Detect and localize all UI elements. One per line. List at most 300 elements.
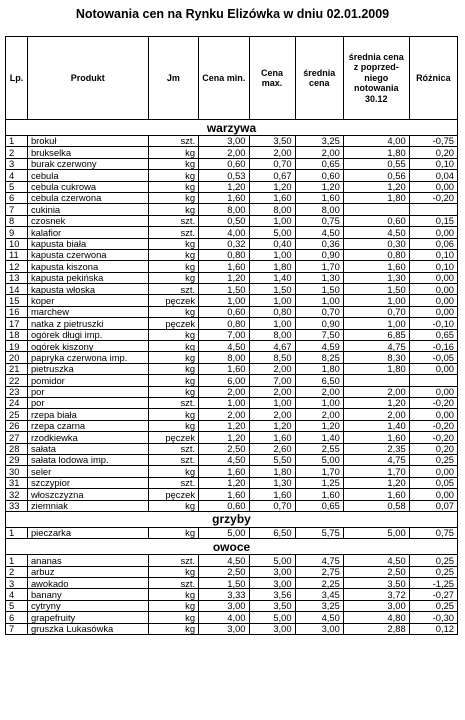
cell-difference: 0,20 (409, 443, 457, 454)
cell-average: 1,20 (295, 420, 343, 431)
cell-product: rzepa czarna (27, 420, 148, 431)
cell-unit: kg (148, 500, 198, 511)
cell-lp: 19 (6, 341, 28, 352)
cell-lp: 30 (6, 466, 28, 477)
cell-average: 4,75 (295, 555, 343, 566)
cell-unit: kg (148, 261, 198, 272)
cell-difference: 0,00 (409, 466, 457, 477)
cell-previous-average: 3,72 (343, 589, 409, 600)
cell-price-max: 2,00 (249, 409, 295, 420)
table-row (6, 204, 458, 215)
section-title: warzywa (6, 120, 458, 136)
cell-price-min: 7,00 (199, 329, 249, 340)
cell-lp: 23 (6, 386, 28, 397)
cell-price-max: 7,00 (249, 375, 295, 386)
cell-price-max: 1,80 (249, 261, 295, 272)
cell-difference: -0,20 (409, 397, 457, 408)
cell-price-min: 3,00 (199, 136, 249, 147)
cell-previous-average: 1,60 (343, 432, 409, 443)
price-table (5, 36, 458, 635)
cell-previous-average: 0,56 (343, 170, 409, 181)
cell-unit: pęczek (148, 489, 198, 500)
cell-difference (409, 204, 457, 215)
cell-average: 2,75 (295, 566, 343, 577)
table-row (6, 489, 458, 500)
cell-lp: 7 (6, 204, 28, 215)
cell-price-min: 2,50 (199, 566, 249, 577)
cell-previous-average: 2,88 (343, 623, 409, 634)
cell-lp: 11 (6, 249, 28, 260)
cell-difference: -0,27 (409, 589, 457, 600)
cell-price-max: 3,00 (249, 578, 295, 589)
cell-lp: 28 (6, 443, 28, 454)
cell-average: 1,80 (295, 363, 343, 374)
cell-average: 1,00 (295, 295, 343, 306)
cell-lp: 6 (6, 192, 28, 203)
cell-unit: kg (148, 420, 198, 431)
cell-difference: -0,05 (409, 352, 457, 363)
cell-product: ogórek długi imp. (27, 329, 148, 340)
cell-price-min: 2,50 (199, 443, 249, 454)
cell-difference: -0,20 (409, 420, 457, 431)
cell-lp: 1 (6, 136, 28, 147)
cell-average: 4,59 (295, 341, 343, 352)
cell-difference (409, 375, 457, 386)
section-title: owoce (6, 539, 458, 555)
cell-previous-average: 1,50 (343, 284, 409, 295)
cell-unit: kg (148, 386, 198, 397)
cell-product: seler (27, 466, 148, 477)
cell-previous-average: 1,00 (343, 295, 409, 306)
cell-difference: -0,10 (409, 318, 457, 329)
cell-unit: kg (148, 363, 198, 374)
cell-average: 1,70 (295, 261, 343, 272)
cell-average: 0,36 (295, 238, 343, 249)
cell-price-min: 1,60 (199, 192, 249, 203)
cell-unit: szt. (148, 284, 198, 295)
cell-price-max: 1,00 (249, 295, 295, 306)
cell-price-max: 1,60 (249, 432, 295, 443)
cell-difference: 0,04 (409, 170, 457, 181)
cell-product: arbuz (27, 566, 148, 577)
cell-previous-average: 0,80 (343, 249, 409, 260)
cell-previous-average: 1,60 (343, 489, 409, 500)
cell-unit: kg (148, 147, 198, 158)
cell-unit: szt. (148, 477, 198, 488)
cell-product: cukinia (27, 204, 148, 215)
cell-price-min: 2,00 (199, 147, 249, 158)
cell-difference: 0,05 (409, 477, 457, 488)
cell-average: 5,00 (295, 454, 343, 465)
cell-product: koper (27, 295, 148, 306)
cell-average: 2,55 (295, 443, 343, 454)
section-header-grzyby (6, 511, 458, 527)
cell-unit: kg (148, 352, 198, 363)
cell-previous-average: 0,70 (343, 306, 409, 317)
cell-average: 0,65 (295, 158, 343, 169)
cell-lp: 6 (6, 612, 28, 623)
cell-difference: 0,00 (409, 363, 457, 374)
cell-lp: 22 (6, 375, 28, 386)
cell-product: gruszka Lukasówka (27, 623, 148, 634)
table-row (6, 432, 458, 443)
cell-price-max: 2,60 (249, 443, 295, 454)
cell-price-min: 8,00 (199, 204, 249, 215)
cell-difference: 0,10 (409, 261, 457, 272)
cell-previous-average: 3,00 (343, 600, 409, 611)
cell-difference: 0,00 (409, 489, 457, 500)
cell-price-min: 4,50 (199, 341, 249, 352)
table-body (6, 120, 458, 635)
cell-previous-average: 2,35 (343, 443, 409, 454)
header-product: Produkt (27, 37, 148, 120)
header-row (6, 37, 458, 120)
cell-previous-average: 1,60 (343, 261, 409, 272)
table-row (6, 566, 458, 577)
cell-difference: -0,20 (409, 192, 457, 203)
cell-product: pietruszka (27, 363, 148, 374)
cell-product: sałata lodowa imp. (27, 454, 148, 465)
cell-price-min: 3,00 (199, 600, 249, 611)
cell-difference: 0,06 (409, 238, 457, 249)
cell-difference: 0,10 (409, 249, 457, 260)
cell-product: kapusta pekińska (27, 272, 148, 283)
cell-difference: 0,25 (409, 454, 457, 465)
cell-product: por (27, 397, 148, 408)
table-row (6, 192, 458, 203)
table-row (6, 363, 458, 374)
cell-average: 1,40 (295, 432, 343, 443)
cell-lp: 1 (6, 555, 28, 566)
cell-lp: 33 (6, 500, 28, 511)
cell-price-max: 0,80 (249, 306, 295, 317)
cell-price-max: 8,50 (249, 352, 295, 363)
cell-price-min: 1,20 (199, 181, 249, 192)
cell-lp: 17 (6, 318, 28, 329)
cell-difference: 0,75 (409, 527, 457, 538)
header-previous-average: średnia cena z poprzed-niego notowania 30.12 (343, 37, 409, 120)
cell-average: 0,90 (295, 318, 343, 329)
cell-unit: kg (148, 623, 198, 634)
header-difference: Różnica (409, 37, 457, 120)
cell-product: ogórek kiszony (27, 341, 148, 352)
cell-difference: 0,00 (409, 409, 457, 420)
cell-lp: 14 (6, 284, 28, 295)
cell-price-max: 1,00 (249, 249, 295, 260)
table-row (6, 409, 458, 420)
cell-unit: kg (148, 409, 198, 420)
cell-price-max: 6,50 (249, 527, 295, 538)
cell-previous-average: 1,20 (343, 477, 409, 488)
table-row (6, 249, 458, 260)
table-row (6, 443, 458, 454)
cell-previous-average: 2,00 (343, 386, 409, 397)
cell-product: włoszczyzna (27, 489, 148, 500)
cell-previous-average: 1,70 (343, 466, 409, 477)
cell-price-max: 2,00 (249, 147, 295, 158)
cell-average: 4,50 (295, 612, 343, 623)
cell-difference: -1,25 (409, 578, 457, 589)
cell-price-max: 4,67 (249, 341, 295, 352)
cell-price-max: 1,00 (249, 318, 295, 329)
cell-price-min: 1,50 (199, 284, 249, 295)
cell-product: kapusta czerwona (27, 249, 148, 260)
cell-product: czosnek (27, 215, 148, 226)
cell-price-min: 1,20 (199, 420, 249, 431)
cell-average: 2,25 (295, 578, 343, 589)
section-header-owoce (6, 539, 458, 555)
cell-average: 1,60 (295, 489, 343, 500)
table-row (6, 295, 458, 306)
cell-average: 3,25 (295, 136, 343, 147)
cell-price-max: 0,70 (249, 500, 295, 511)
cell-unit: kg (148, 238, 198, 249)
cell-previous-average: 4,50 (343, 555, 409, 566)
cell-price-min: 0,60 (199, 306, 249, 317)
cell-price-max: 3,00 (249, 566, 295, 577)
cell-previous-average: 0,60 (343, 215, 409, 226)
cell-difference: 0,00 (409, 306, 457, 317)
table-row (6, 500, 458, 511)
cell-difference: 0,15 (409, 215, 457, 226)
cell-lp: 26 (6, 420, 28, 431)
cell-average: 4,50 (295, 227, 343, 238)
page-title: Notowania cen na Rynku Elizówka w dniu 02.01.2009 (75, 7, 390, 21)
cell-difference: 0,25 (409, 555, 457, 566)
cell-price-min: 4,00 (199, 227, 249, 238)
cell-lp: 2 (6, 147, 28, 158)
cell-average: 0,90 (295, 249, 343, 260)
cell-price-min: 1,00 (199, 397, 249, 408)
cell-price-max: 1,20 (249, 181, 295, 192)
cell-average: 2,00 (295, 409, 343, 420)
cell-product: ananas (27, 555, 148, 566)
cell-previous-average (343, 204, 409, 215)
cell-average: 3,00 (295, 623, 343, 634)
cell-price-min: 1,60 (199, 363, 249, 374)
cell-difference: 0,10 (409, 158, 457, 169)
cell-average: 3,45 (295, 589, 343, 600)
header-average: średnia cena (295, 37, 343, 120)
cell-product: kapusta włoska (27, 284, 148, 295)
cell-average: 0,65 (295, 500, 343, 511)
cell-product: burak czerwony (27, 158, 148, 169)
table-row (6, 318, 458, 329)
cell-difference: 0,00 (409, 272, 457, 283)
table-row (6, 181, 458, 192)
cell-price-min: 6,00 (199, 375, 249, 386)
cell-product: szczypior (27, 477, 148, 488)
cell-price-min: 5,00 (199, 527, 249, 538)
cell-previous-average: 6,85 (343, 329, 409, 340)
header-lp: Lp. (6, 37, 28, 120)
cell-price-max: 5,00 (249, 612, 295, 623)
cell-price-min: 1,50 (199, 578, 249, 589)
cell-lp: 31 (6, 477, 28, 488)
cell-price-max: 1,20 (249, 420, 295, 431)
cell-product: cebula cukrowa (27, 181, 148, 192)
cell-previous-average: 1,30 (343, 272, 409, 283)
cell-difference: 0,00 (409, 181, 457, 192)
cell-price-min: 1,20 (199, 477, 249, 488)
cell-product: cebula (27, 170, 148, 181)
cell-price-min: 0,60 (199, 158, 249, 169)
cell-previous-average: 1,40 (343, 420, 409, 431)
cell-unit: kg (148, 375, 198, 386)
table-row (6, 589, 458, 600)
table-row (6, 215, 458, 226)
cell-product: natka z pietruszki (27, 318, 148, 329)
cell-product: sałata (27, 443, 148, 454)
table-row (6, 623, 458, 634)
cell-average: 0,75 (295, 215, 343, 226)
cell-price-max: 1,00 (249, 215, 295, 226)
table-row (6, 158, 458, 169)
cell-price-min: 1,20 (199, 272, 249, 283)
cell-average: 1,30 (295, 272, 343, 283)
cell-price-max: 2,00 (249, 363, 295, 374)
cell-lp: 4 (6, 589, 28, 600)
cell-unit: szt. (148, 227, 198, 238)
cell-average: 1,25 (295, 477, 343, 488)
cell-price-max: 0,67 (249, 170, 295, 181)
cell-difference: 0,00 (409, 386, 457, 397)
cell-previous-average: 1,80 (343, 147, 409, 158)
cell-unit: kg (148, 589, 198, 600)
cell-lp: 3 (6, 578, 28, 589)
cell-unit: kg (148, 306, 198, 317)
table-row (6, 227, 458, 238)
cell-previous-average: 1,80 (343, 192, 409, 203)
cell-price-max: 5,00 (249, 555, 295, 566)
cell-price-min: 4,00 (199, 612, 249, 623)
table-row (6, 136, 458, 147)
cell-unit: szt. (148, 215, 198, 226)
cell-price-max: 1,60 (249, 192, 295, 203)
cell-lp: 12 (6, 261, 28, 272)
cell-product: banany (27, 589, 148, 600)
cell-unit: pęczek (148, 318, 198, 329)
cell-previous-average: 1,20 (343, 181, 409, 192)
table-row (6, 555, 458, 566)
cell-unit: kg (148, 192, 198, 203)
cell-difference: -0,75 (409, 136, 457, 147)
cell-average: 8,00 (295, 204, 343, 215)
cell-product: brukselka (27, 147, 148, 158)
cell-unit: kg (148, 600, 198, 611)
cell-previous-average: 0,55 (343, 158, 409, 169)
cell-difference: 0,25 (409, 600, 457, 611)
cell-previous-average: 4,75 (343, 341, 409, 352)
cell-previous-average: 1,20 (343, 397, 409, 408)
header-unit: Jm (148, 37, 198, 120)
cell-lp: 21 (6, 363, 28, 374)
cell-lp: 9 (6, 227, 28, 238)
cell-previous-average: 1,00 (343, 318, 409, 329)
cell-price-max: 5,00 (249, 227, 295, 238)
cell-previous-average: 4,00 (343, 136, 409, 147)
cell-price-max: 1,00 (249, 397, 295, 408)
cell-lp: 5 (6, 600, 28, 611)
cell-price-min: 0,50 (199, 215, 249, 226)
cell-lp: 18 (6, 329, 28, 340)
table-row (6, 306, 458, 317)
table-row (6, 341, 458, 352)
cell-price-min: 3,00 (199, 623, 249, 634)
table-row (6, 477, 458, 488)
table-row (6, 386, 458, 397)
cell-previous-average: 4,80 (343, 612, 409, 623)
cell-unit: kg (148, 341, 198, 352)
table-row (6, 420, 458, 431)
cell-lp: 24 (6, 397, 28, 408)
cell-unit: szt. (148, 578, 198, 589)
cell-average: 0,70 (295, 306, 343, 317)
cell-price-min: 1,60 (199, 489, 249, 500)
cell-unit: pęczek (148, 432, 198, 443)
cell-price-max: 0,40 (249, 238, 295, 249)
cell-product: kapusta kiszona (27, 261, 148, 272)
cell-unit: kg (148, 329, 198, 340)
cell-average: 1,70 (295, 466, 343, 477)
cell-difference: -0,20 (409, 432, 457, 443)
cell-previous-average: 2,50 (343, 566, 409, 577)
cell-lp: 3 (6, 158, 28, 169)
cell-previous-average: 3,50 (343, 578, 409, 589)
cell-unit: szt. (148, 555, 198, 566)
cell-product: awokado (27, 578, 148, 589)
cell-price-max: 3,50 (249, 600, 295, 611)
cell-lp: 15 (6, 295, 28, 306)
cell-unit: kg (148, 527, 198, 538)
cell-product: rzodkiewka (27, 432, 148, 443)
cell-price-min: 1,60 (199, 261, 249, 272)
cell-average: 2,00 (295, 147, 343, 158)
cell-previous-average: 5,00 (343, 527, 409, 538)
cell-average: 3,25 (295, 600, 343, 611)
table-row (6, 238, 458, 249)
cell-price-min: 2,00 (199, 409, 249, 420)
cell-lp: 20 (6, 352, 28, 363)
cell-price-min: 0,32 (199, 238, 249, 249)
cell-price-max: 1,80 (249, 466, 295, 477)
cell-lp: 16 (6, 306, 28, 317)
cell-lp: 25 (6, 409, 28, 420)
cell-lp: 29 (6, 454, 28, 465)
cell-lp: 2 (6, 566, 28, 577)
table-row (6, 454, 458, 465)
cell-average: 2,00 (295, 386, 343, 397)
cell-price-max: 1,30 (249, 477, 295, 488)
cell-unit: szt. (148, 136, 198, 147)
cell-price-max: 3,50 (249, 136, 295, 147)
cell-price-min: 0,80 (199, 249, 249, 260)
cell-lp: 27 (6, 432, 28, 443)
cell-price-min: 8,00 (199, 352, 249, 363)
cell-lp: 13 (6, 272, 28, 283)
cell-previous-average: 4,75 (343, 454, 409, 465)
cell-average: 6,50 (295, 375, 343, 386)
cell-price-max: 2,00 (249, 386, 295, 397)
cell-product: papryka czerwona imp. (27, 352, 148, 363)
cell-previous-average (343, 375, 409, 386)
table-row (6, 329, 458, 340)
cell-lp: 32 (6, 489, 28, 500)
table-row (6, 375, 458, 386)
header-price-max: Cena max. (249, 37, 295, 120)
cell-product: grapefruity (27, 612, 148, 623)
cell-product: cytryny (27, 600, 148, 611)
